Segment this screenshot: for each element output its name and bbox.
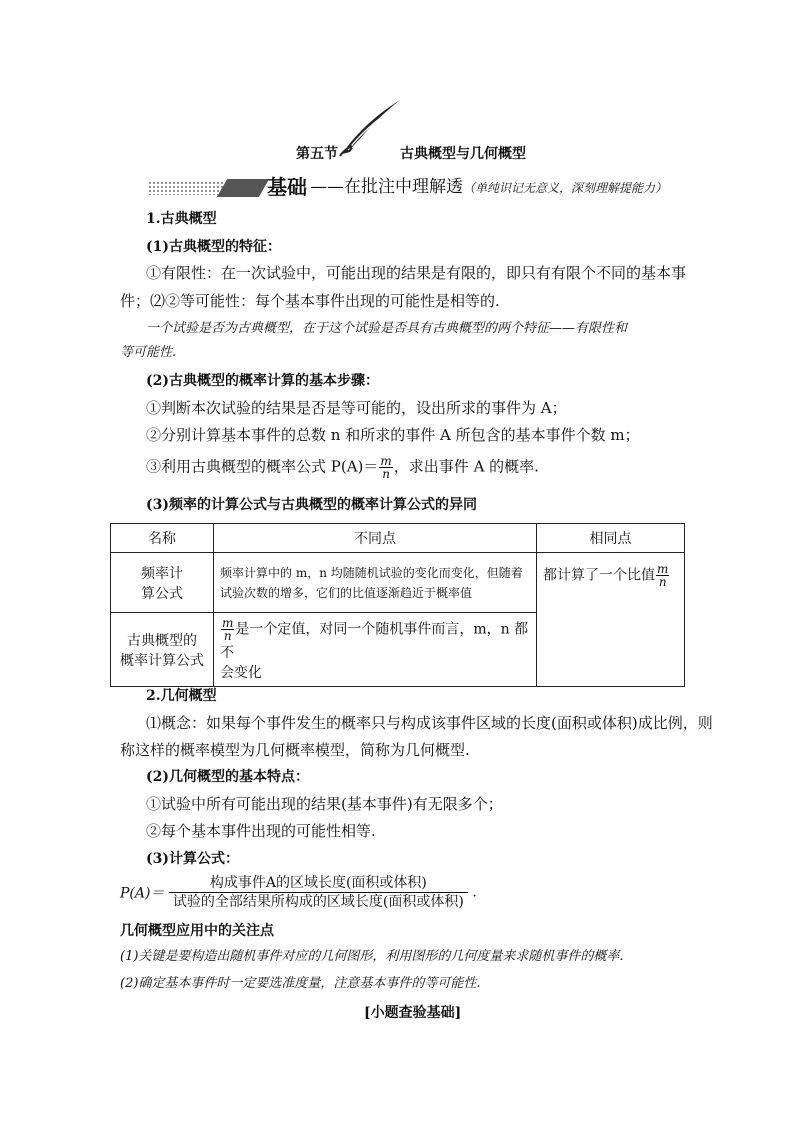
section-title: 古典概型与几何概型: [400, 146, 526, 162]
comparison-table: [110, 523, 685, 687]
fraction-m-over-n: $\frac{m}{n}$: [380, 454, 392, 481]
table-same-text: 都计算了一个比值: [543, 567, 655, 584]
banner-main: 基础: [267, 175, 307, 199]
geometric-formula: [120, 874, 477, 911]
s2-c2-title: (2)几何概型的基本特点：: [146, 769, 309, 785]
formula-denominator: 试验的全部结果所构成的区域长度(面积或体积): [172, 894, 464, 910]
s2-concept-line2: 称这样的概率模型为几何概率模型，简称为几何概型.: [120, 741, 470, 759]
banner-sub: ——在批注中理解透: [310, 177, 463, 197]
section2-title: 2.几何概型: [146, 688, 217, 704]
focus-point-2: (2)确定基本事件时一定要选准度量，注意基本事件的等可能性.: [120, 976, 481, 991]
focus-title: 几何概型应用中的关注点: [120, 923, 274, 939]
s2-c3-title: (3)计算公式：: [146, 851, 239, 867]
handwritten-note-line1: 一个试验是否为古典概型，在于这个试验是否具有古典概型的两个特征——有限性和: [146, 321, 628, 336]
s1-p2-title: (2)古典概型的概率计算的基本步骤：: [146, 373, 379, 389]
section-number: 第五节: [296, 146, 338, 162]
table-row2-diff: $\frac{m}{n}$ 是一个定值，对同一个随机事件而言，m，n 都不 会变化: [214, 613, 537, 687]
footer-label: [小题查验基础]: [364, 1005, 462, 1021]
s1-p1-title: (1)古典概型的特征：: [146, 239, 281, 255]
table-header-same: 相同点: [537, 524, 685, 553]
swoosh-logo: [338, 98, 404, 158]
s1-p3-title: (3)频率的计算公式与古典概型的概率计算公式的异同: [146, 497, 477, 513]
s1-step3-pre: ③利用古典概型的概率公式 P(A)＝: [146, 457, 379, 476]
s1-step2: ②分别计算基本事件的总数 n 和所求的事件 A 所包含的基本事件个数 m；: [146, 426, 640, 444]
s1-step3: [146, 455, 539, 480]
banner-note: （单纯识记无意义，深刻理解提能力）: [463, 181, 668, 195]
s1-step3-post: ，求出事件 A 的概率.: [393, 457, 539, 476]
formula-numerator: 构成事件A的区域长度(面积或体积): [169, 874, 468, 893]
table-row1-diff: 频率计算中的 m，n 均随随机试验的变化而变化，但随着 试验次数的增多，它们的比值逐渐趋近于概率值: [214, 553, 537, 613]
handwritten-note-line2: 等可能性.: [120, 345, 177, 360]
table-header-name: 名称: [111, 524, 214, 553]
table-row1-name: 频率计 算公式: [111, 553, 214, 613]
formula-end: .: [472, 884, 477, 901]
s2-concept-line1: ⑴概念：如果每个事件发生的概率只与构成该事件区域的长度(面积或体积)成比例，则: [146, 714, 713, 732]
table-header-row: [111, 524, 685, 553]
table-row2-name: 古典概型的 概率计算公式: [111, 613, 214, 687]
fraction-m-over-n: $\frac{m}{n}$: [222, 616, 234, 643]
s1-p1-line1: ①有限性：在一次试验中，可能出现的结果是有限的，即只有有限个不同的基本事: [146, 264, 687, 282]
table-header-diff: 不同点: [214, 524, 537, 553]
s1-p1-line2: 件；⑵②等可能性：每个基本事件出现的可能性是相等的.: [120, 292, 500, 310]
table-same-cell: [537, 553, 685, 687]
focus-point-1: (1)关键是要构造出随机事件对应的几何图形，利用图形的几何度量来求随机事件的概率.: [120, 949, 624, 964]
s2-c2-item1: ①试验中所有可能出现的结果(基本事件)有无限多个；: [146, 795, 503, 813]
banner-slash: [217, 179, 269, 197]
formula-lhs: P(A)＝: [120, 885, 165, 902]
s2-c2-item2: ②每个基本事件出现的可能性相等.: [146, 822, 376, 840]
section1-title: 1.古典概型: [146, 211, 217, 227]
s1-step1: ①判断本次试验的结果是否是等可能的，设出所求的事件为 A；: [146, 399, 567, 417]
fraction-m-over-n: $\frac{m}{n}$: [657, 562, 669, 589]
table-row: [111, 553, 685, 613]
